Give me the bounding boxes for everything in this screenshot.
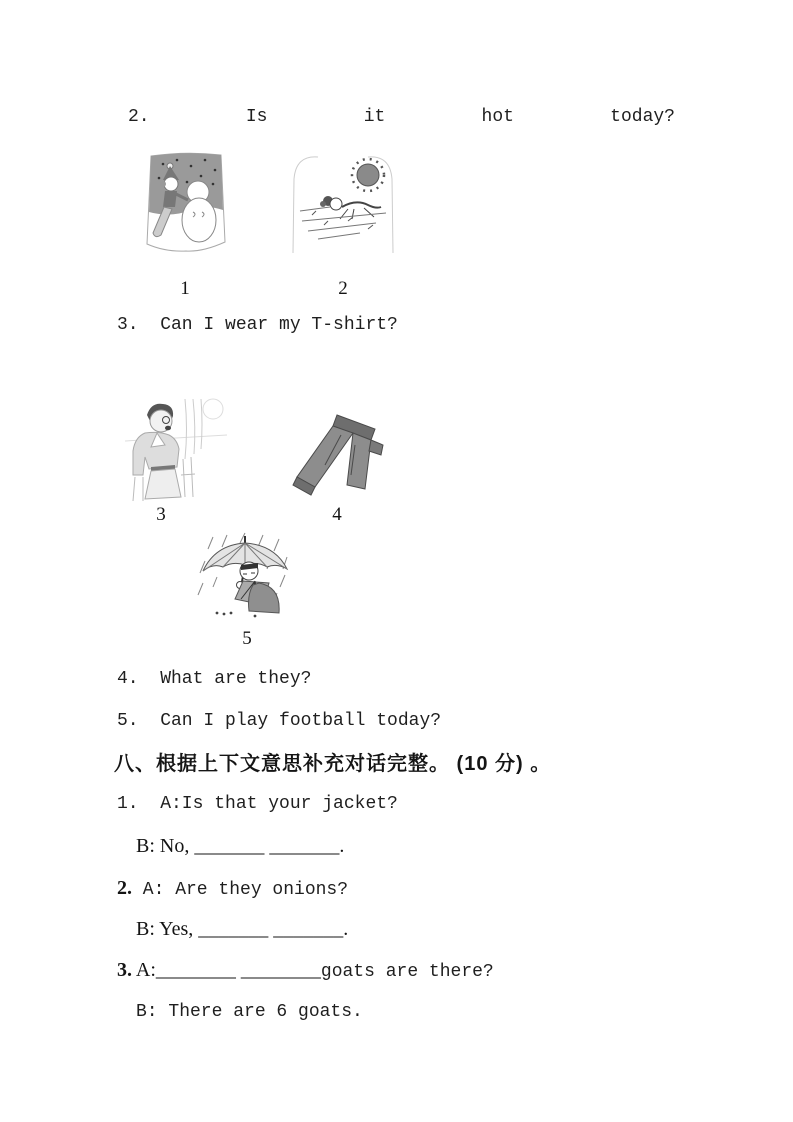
picture-mother-scene (121, 397, 231, 505)
picture-umbrella-rain-scene (197, 531, 293, 621)
question-2-word: it (363, 107, 386, 127)
dialog-1-question: 1. A:Is that your jacket? (117, 794, 398, 814)
picture-label-1: 1 (180, 278, 190, 299)
picture-label-2: 2 (338, 278, 348, 299)
question-2-line (128, 106, 675, 128)
question-5-line: 5. Can I play football today? (117, 711, 442, 731)
picture-hot-sun-scene (288, 149, 398, 260)
question-4-line: 4. What are they? (117, 669, 312, 689)
question-2-word: 2. (128, 107, 150, 127)
picture-label-5: 5 (242, 628, 252, 649)
dialog-2-answer: B: Yes, _______ _______. (136, 918, 349, 940)
picture-label-3: 3 (156, 504, 166, 525)
question-3-line: 3. Can I wear my T-shirt? (117, 315, 398, 335)
question-2-word: hot (481, 107, 514, 127)
picture-snowman-scene (143, 150, 229, 256)
dialog-3-blanks: A:________ ________ (132, 959, 321, 981)
dialog-3-number: 3. (117, 959, 132, 981)
dialog-3-question-text: goats are there? (320, 962, 494, 982)
dialog-2-question-text: A: Are they onions? (132, 880, 349, 900)
question-2-word: Is (245, 107, 268, 127)
dialog-1-answer: B: No, _______ _______. (136, 835, 345, 857)
dialog-2-number: 2. (117, 877, 132, 899)
picture-trousers (285, 405, 391, 501)
section-8-heading: 八、根据上下文意思补充对话完整。 (10 分) 。 (114, 753, 552, 775)
dialog-2-question (117, 876, 348, 901)
dialog-3-answer: B: There are 6 goats. (136, 1002, 363, 1022)
question-2-word: today? (610, 107, 675, 127)
dialog-3-question (117, 958, 494, 983)
picture-label-4: 4 (332, 504, 342, 525)
